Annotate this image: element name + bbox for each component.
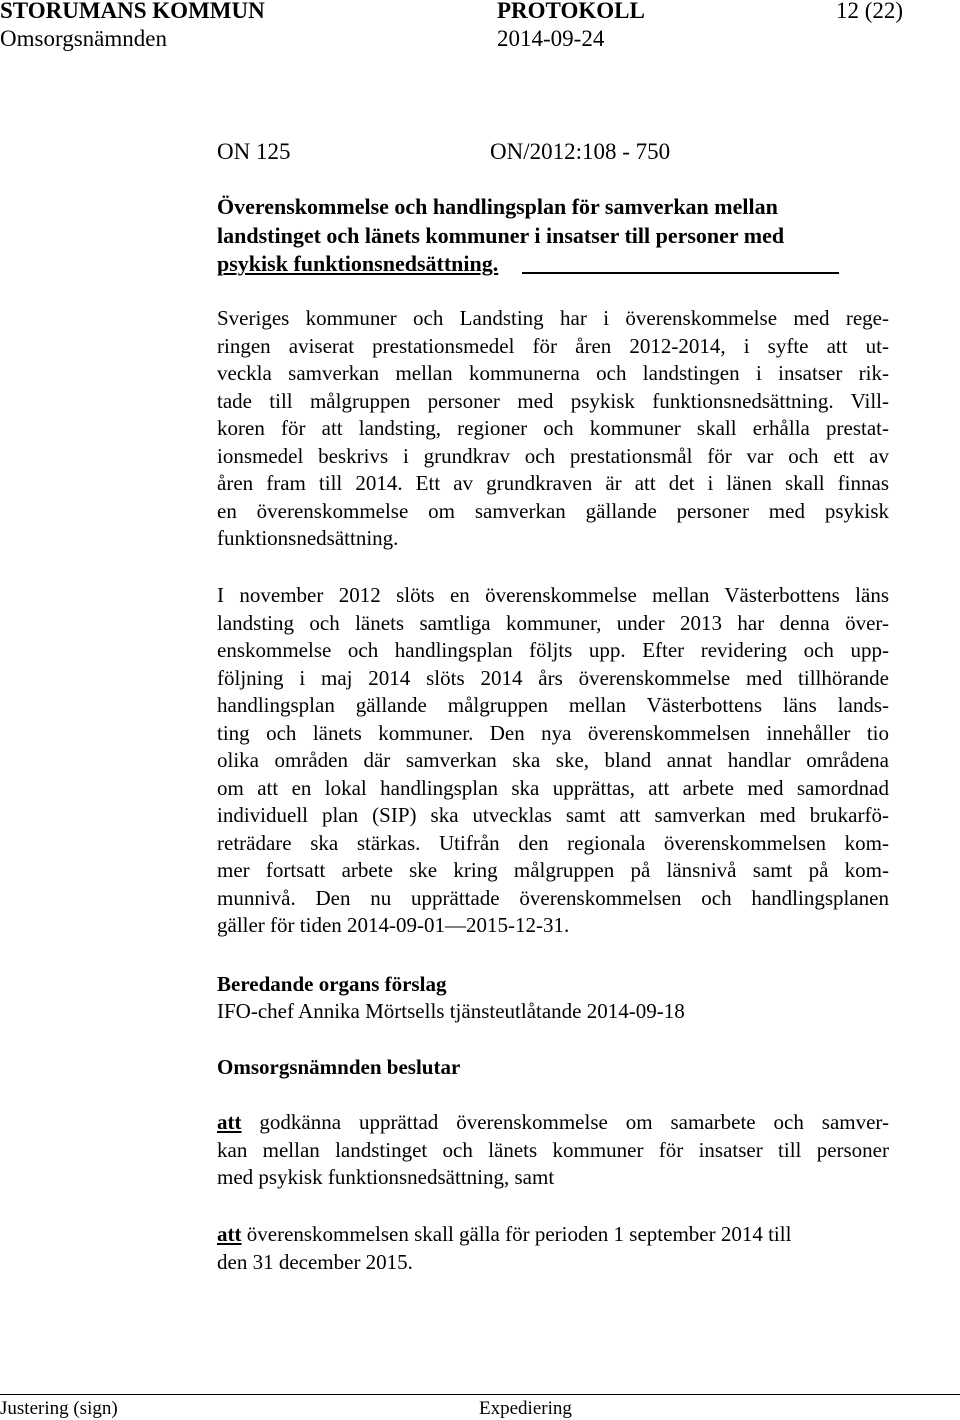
paragraph-line: individuell plan (SIP) ska utvecklas samt att samverkan med brukarfö- bbox=[217, 803, 889, 827]
footer-rule bbox=[0, 1394, 960, 1395]
preparing-body-text: IFO-chef Annika Mörtsells tjänsteutlåtande 2014-09-18 bbox=[217, 999, 685, 1023]
paragraph-line: Sveriges kommuner och Landsting har i överenskommelse med rege- bbox=[217, 306, 889, 330]
document-type: PROTOKOLL bbox=[497, 0, 645, 23]
page-number: 12 (22) bbox=[836, 0, 904, 23]
paragraph-line: gäller för tiden 2014-09-01—2015-12-31. bbox=[217, 913, 570, 937]
decision-keyword: att bbox=[217, 1222, 242, 1246]
title-line-2: landstinget och länets kommuner i insatser till personer med bbox=[217, 222, 785, 248]
paragraph-line: tade till målgruppen personer med psykisk funktionsnedsättning. Vill- bbox=[217, 388, 889, 413]
case-reference: ON/2012:108 - 750 bbox=[490, 139, 671, 164]
paragraph-line: ting och länets kommuner. Den nya överenskommelsen innehåller tio bbox=[217, 720, 889, 745]
paragraph-line: koren för att landsting, regioner och kommuner skall erhålla prestat- bbox=[217, 416, 889, 440]
title-line-3: psykisk funktionsnedsättning. bbox=[217, 251, 499, 276]
decision-keyword: att bbox=[217, 1110, 242, 1134]
paragraph-line: ionsmedel beskrivs i grundkrav och prestationsmål för var och ett av bbox=[217, 443, 889, 468]
paragraph-line: följning i maj 2014 slöts 2014 års överenskommelse med tillhörande bbox=[217, 665, 889, 690]
meeting-date: 2014-09-24 bbox=[497, 26, 605, 51]
organization-name: STORUMANS KOMMUN bbox=[0, 0, 265, 23]
paragraph-line: en överenskommelse om samverkan gällande personer med psykisk bbox=[217, 498, 889, 523]
decision-item-2 bbox=[217, 1221, 889, 1276]
decision-line: kan mellan landstinget och länets kommuner för insatser till personer bbox=[217, 1137, 889, 1162]
decision-line bbox=[217, 1221, 889, 1249]
paragraph-line: landsting och länets samtliga kommuner, under 2013 har denna över- bbox=[217, 610, 889, 635]
title-underline-rule bbox=[522, 272, 839, 274]
paragraph-line: munnivå. Den nu upprättade överenskommelsen och handlingsplanen bbox=[217, 885, 889, 910]
case-number: ON 125 bbox=[217, 139, 291, 164]
paragraph-agreement bbox=[217, 582, 889, 940]
paragraph-background bbox=[217, 305, 889, 553]
paragraph-line: funktionsnedsättning. bbox=[217, 526, 399, 550]
paragraph-line: åren fram till 2014. Ett av grundkraven är att det i länen skall finnas bbox=[217, 471, 889, 495]
paragraph-line: veckla samverkan mellan kommunerna och landstingen i insatser rik- bbox=[217, 361, 889, 385]
footer-justering-label: Justering (sign) bbox=[0, 1398, 118, 1419]
paragraph-line: I november 2012 slöts en överenskommelse mellan Västerbottens läns bbox=[217, 583, 889, 607]
decision-line-text: överenskommelsen skall gälla för perioden 1 september 2014 till bbox=[241, 1222, 792, 1246]
paragraph-line: mer fortsatt arbete ske kring målgruppen på länsnivå samt på kom- bbox=[217, 858, 889, 882]
decision-heading: Omsorgsnämnden beslutar bbox=[217, 1055, 461, 1079]
paragraph-line: enskommelse och handlingsplan följts upp. Efter revidering och upp- bbox=[217, 638, 889, 662]
decision-item-1 bbox=[217, 1109, 889, 1192]
paragraph-line: ringen aviserat prestationsmedel för åren 2012-2014, i syfte att ut- bbox=[217, 333, 889, 358]
decision-line: med psykisk funktionsnedsättning, samt bbox=[217, 1165, 555, 1189]
case-title bbox=[217, 193, 857, 279]
paragraph-line: handlingsplan gällande målgruppen mellan Västerbottens läns lands- bbox=[217, 693, 889, 717]
decision-line-text: godkänna upprättad överenskommelse om samarbete och samver- bbox=[241, 1110, 889, 1134]
committee-name: Omsorgsnämnden bbox=[0, 26, 167, 51]
paragraph-line: om att en lokal handlingsplan ska upprättas, att arbete med samordnad bbox=[217, 775, 889, 800]
title-line-1: Överenskommelse och handlingsplan för samverkan mellan bbox=[217, 194, 778, 219]
decision-line: den 31 december 2015. bbox=[217, 1249, 413, 1274]
preparing-body-heading: Beredande organs förslag bbox=[217, 972, 447, 996]
decision-line bbox=[217, 1109, 889, 1137]
paragraph-line: reträdare ska stärkas. Utifrån den regionala överenskommelsen kom- bbox=[217, 830, 889, 855]
paragraph-line: olika områden där samverkan ska ske, bland annat handlar områdena bbox=[217, 748, 889, 772]
footer-expediering-label: Expediering bbox=[479, 1398, 572, 1419]
